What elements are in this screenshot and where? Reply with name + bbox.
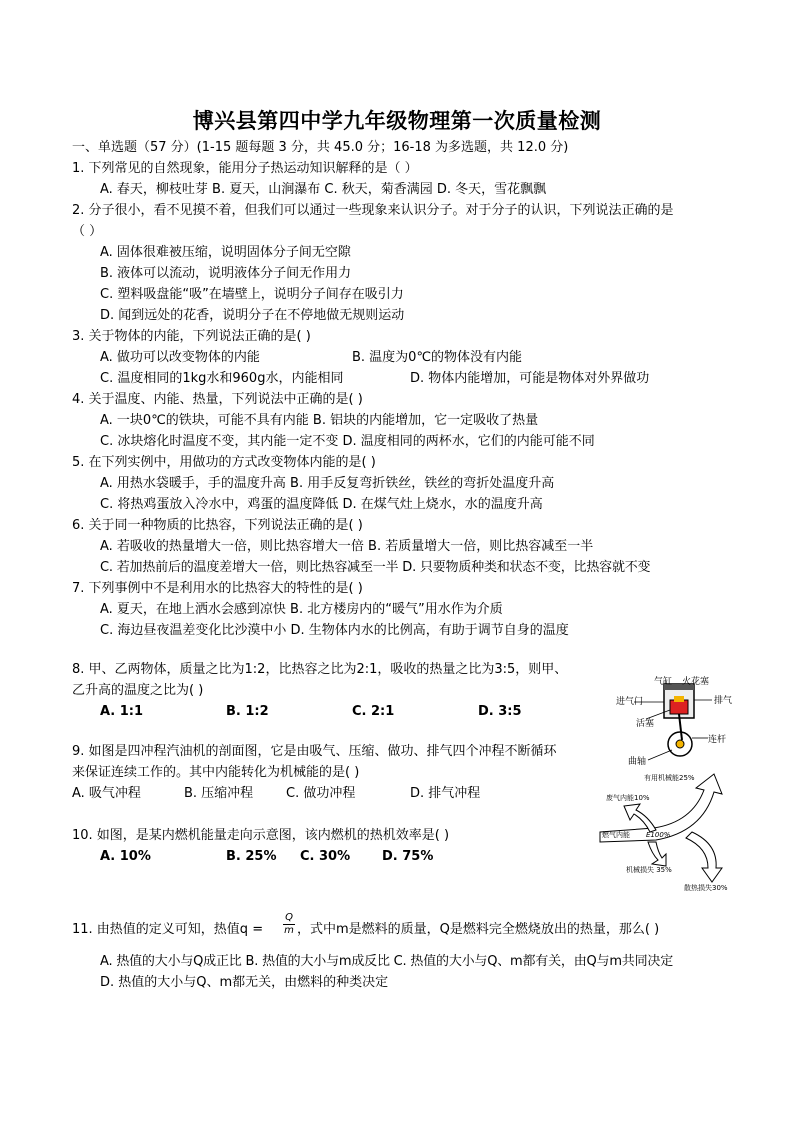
question-2-option-c: C. 塑料吸盘能“吸”在墙壁上，说明分子间存在吸引力 [100, 287, 404, 302]
question-2-cont: （ ） [72, 224, 103, 239]
question-10-option-d: D. 75% [382, 849, 434, 864]
label-exhaust: 排气 [714, 696, 733, 706]
question-11-option-d: D. 热值的大小与Q、m都无关，由燃料的种类决定 [100, 975, 389, 990]
question-6-options-ab: A. 若吸收的热量增大一倍，则比热容增大一倍 B. 若质量增大一倍，则比热容减至一半 [100, 539, 594, 554]
question-2: 2. 分子很小，看不见摸不着，但我们可以通过一些现象来认识分子。对于分子的认识，下列说法正确的是 [72, 203, 674, 218]
question-9-cont: 来保证连续工作的。其中内能转化为机械能的是( ) [72, 765, 360, 780]
question-9-option-a: A. 吸气冲程 [72, 786, 141, 801]
question-5: 5. 在下列实例中，用做功的方式改变物体内能的是( ) [72, 455, 376, 470]
question-8: 8. 甲、乙两物体，质量之比为1:2，比热容之比为2:1，吸收的热量之比为3:5，则甲、 [72, 662, 568, 677]
question-3-option-d: D. 物体内能增加，可能是物体对外界做功 [410, 371, 650, 386]
label-useful-work: 有用机械能25% [644, 774, 695, 782]
question-4-options-cd: C. 冰块熔化时温度不变，其内能一定不变 D. 温度相同的两杯水，它们的内能可能不同 [100, 434, 595, 449]
page-title: 博兴县第四中学九年级物理第一次质量检测 [192, 108, 602, 133]
question-10-option-c: C. 30% [300, 849, 351, 864]
question-3-option-c: C. 温度相同的1kg水和960g水，内能相同 [100, 371, 344, 386]
question-2-option-b: B. 液体可以流动，说明液体分子间无作用力 [100, 266, 352, 281]
question-8-cont: 乙升高的温度之比为( ) [72, 683, 204, 698]
question-10-option-b: B. 25% [226, 849, 277, 864]
question-6: 6. 关于同一种物质的比热容，下列说法正确的是( ) [72, 518, 363, 533]
formula-fraction [283, 912, 295, 937]
question-9-option-d: D. 排气冲程 [410, 786, 481, 801]
question-4-options-ab: A. 一块0℃的铁块，可能不具有内能 B. 铝块的内能增加，它一定吸收了热量 [100, 413, 539, 428]
question-1: 1. 下列常见的自然现象，能用分子热运动知识解释的是（ ） [72, 161, 418, 176]
question-9: 9. 如图是四冲程汽油机的剖面图，它是由吸气、压缩、做功、排气四个冲程不断循环 [72, 744, 557, 759]
label-connecting-rod: 连杆 [708, 735, 727, 745]
energy-flow-figure [596, 770, 736, 894]
label-piston: 活塞 [636, 719, 655, 729]
question-8-option-a: A. 1:1 [100, 704, 144, 719]
question-3-option-a: A. 做功可以改变物体的内能 [100, 350, 260, 365]
question-1-options: A. 春天，柳枝吐芽 B. 夏天，山涧瀑布 C. 秋天，菊香满园 D. 冬天，雪花飘飘 [100, 182, 547, 197]
question-7: 7. 下列事例中不是利用水的比热容大的特性的是( ) [72, 581, 363, 596]
question-5-options-ab: A. 用热水袋暖手，手的温度升高 B. 用手反复弯折铁丝，铁丝的弯折处温度升高 [100, 476, 555, 491]
engine-diagram-svg [612, 674, 736, 770]
question-2-option-d: D. 闻到远处的花香，说明分子在不停地做无规则运动 [100, 308, 405, 323]
formula-numerator: Q [285, 912, 293, 923]
question-2-option-a: A. 固体很难被压缩，说明固体分子间无空隙 [100, 245, 351, 260]
label-intake-valve: 进气门 [616, 697, 644, 707]
question-3: 3. 关于物体的内能，下列说法正确的是( ) [72, 329, 311, 344]
label-heat-loss: 散热损失30% [684, 884, 728, 892]
label-exhaust-heat: 废气内能10% [606, 794, 650, 802]
section-header: 一、单选题（57 分）(1-15 题每题 3 分，共 45.0 分；16-18 为多选题，共 12.0 分) [72, 140, 569, 155]
formula-denominator: m [284, 925, 294, 936]
question-8-option-b: B. 1:2 [226, 704, 269, 719]
label-cylinder: 气缸 [654, 677, 673, 687]
label-spark-plug: 火花塞 [682, 677, 710, 687]
label-crankshaft: 曲轴 [628, 757, 647, 767]
question-7-options-ab: A. 夏天，在地上洒水会感到凉快 B. 北方楼房内的“暖气”用水作为介质 [100, 602, 503, 617]
question-7-options-cd: C. 海边昼夜温差变化比沙漠中小 D. 生物体内水的比例高，有助于调节自身的温度 [100, 623, 569, 638]
question-11-stem-b: ，式中m是燃料的质量，Q是燃料完全燃烧放出的热量，那么( ) [297, 922, 660, 937]
question-10: 10. 如图，是某内燃机能量走向示意图，该内燃机的热机效率是( ) [72, 828, 450, 843]
question-5-options-cd: C. 将热鸡蛋放入冷水中，鸡蛋的温度降低 D. 在煤气灶上烧水，水的温度升高 [100, 497, 543, 512]
question-8-option-c: C. 2:1 [352, 704, 395, 719]
question-10-option-a: A. 10% [100, 849, 151, 864]
question-8-option-d: D. 3:5 [478, 704, 522, 719]
question-9-option-c: C. 做功冲程 [286, 786, 356, 801]
question-11-options-abc: A. 热值的大小与Q成正比 B. 热值的大小与m成反比 C. 热值的大小与Q、m都有关，由Q与m共同决定 [100, 954, 674, 969]
label-mechanical-loss: 机械损失 35% [626, 866, 672, 874]
label-fuel-energy: 燃气内能 [602, 831, 630, 839]
question-11-stem-a: 11. 由热值的定义可知，热值q = [72, 922, 264, 937]
engine-cross-section-figure [612, 674, 736, 770]
label-total-energy: E100% [646, 831, 671, 839]
question-6-options-cd: C. 若加热前后的温度差增大一倍，则比热容减至一半 D. 只要物质种类和状态不变，比热容就不变 [100, 560, 651, 575]
energy-flow-svg [596, 770, 736, 894]
question-9-option-b: B. 压缩冲程 [184, 786, 254, 801]
question-4: 4. 关于温度、内能、热量，下列说法中正确的是( ) [72, 392, 363, 407]
question-3-option-b: B. 温度为0℃的物体没有内能 [352, 350, 523, 365]
